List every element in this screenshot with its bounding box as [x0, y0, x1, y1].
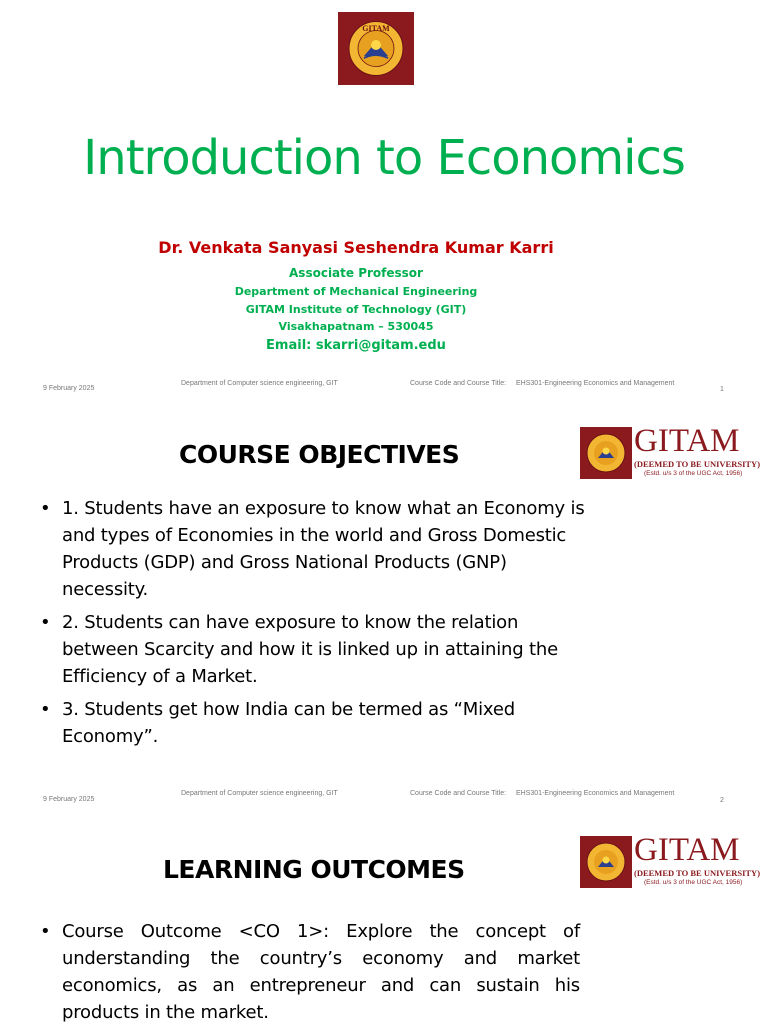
gitam-tagline: (DEEMED TO BE UNIVERSITY) [634, 459, 761, 469]
author-email: Email: skarri@gitam.edu [266, 338, 446, 353]
gitam-wordmark: GITAM [634, 832, 740, 868]
author-designation: Associate Professor [289, 266, 423, 280]
footer-course-title: EHS301-Engineering Economics and Management [516, 790, 675, 797]
bullet-icon: • [40, 612, 51, 633]
gitam-emblem-icon [338, 12, 414, 85]
slide-number: 2 [720, 797, 724, 804]
outcomes-slide [0, 822, 768, 1024]
author-department: Department of Mechanical Engineering [234, 285, 478, 298]
author-institute: GITAM Institute of Technology (GIT) [245, 303, 467, 316]
slide-heading: COURSE OBJECTIVES [179, 440, 460, 469]
footer-department: Department of Computer science engineering, GIT [181, 790, 338, 797]
bullet-icon: • [40, 498, 51, 519]
footer-course-title: EHS301-Engineering Economics and Management [516, 380, 675, 387]
footer-date: 9 February 2025 [43, 796, 95, 803]
outcomes-list [40, 918, 580, 1026]
gitam-logo [580, 832, 762, 888]
svg-text:GITAM: GITAM [362, 24, 390, 33]
list-item: • 3. Students get how India can be termed as “Mixed Economy”. [40, 696, 590, 750]
gitam-seal-icon [580, 836, 632, 888]
title-slide [0, 0, 768, 410]
bullet-icon: • [40, 921, 51, 942]
objectives-list [40, 495, 590, 756]
gitam-estd: (Estd. u/s 3 of the UGC Act, 1956) [644, 470, 743, 477]
list-item: • Course Outcome <CO 1>: Explore the concept of understanding the country’s economy and market economics, as an entrepreneur and can sustain his products in the market. [40, 918, 580, 1026]
gitam-seal-icon [580, 427, 632, 479]
slide-heading: LEARNING OUTCOMES [163, 855, 465, 884]
gitam-estd: (Estd. u/s 3 of the UGC Act, 1956) [644, 879, 743, 886]
footer-course-label: Course Code and Course Title: [410, 380, 507, 387]
footer-course-label: Course Code and Course Title: [410, 790, 507, 797]
gitam-seal-logo [338, 12, 414, 85]
footer-department: Department of Computer science engineering, GIT [181, 380, 338, 387]
list-item: • 2. Students can have exposure to know the relation between Scarcity and how it is linked up in attaining the Efficiency of a Market. [40, 609, 590, 690]
bullet-icon: • [40, 699, 51, 720]
footer-date: 9 February 2025 [43, 385, 95, 392]
gitam-logo [580, 423, 762, 479]
list-item: • 1. Students have an exposure to know what an Economy is and types of Economies in the world and Gross Domestic Products (GDP) and Gross National Products (GNP) necessity. [40, 495, 590, 603]
gitam-wordmark: GITAM [634, 423, 740, 459]
author-name: Dr. Venkata Sanyasi Seshendra Kumar Karri [158, 238, 554, 257]
presentation-title: Introduction to Economics [83, 130, 685, 186]
slide-number: 1 [720, 386, 724, 393]
gitam-tagline: (DEEMED TO BE UNIVERSITY) [634, 868, 761, 878]
objectives-slide [0, 410, 768, 822]
author-city: Visakhapatnam – 530045 [278, 320, 434, 333]
